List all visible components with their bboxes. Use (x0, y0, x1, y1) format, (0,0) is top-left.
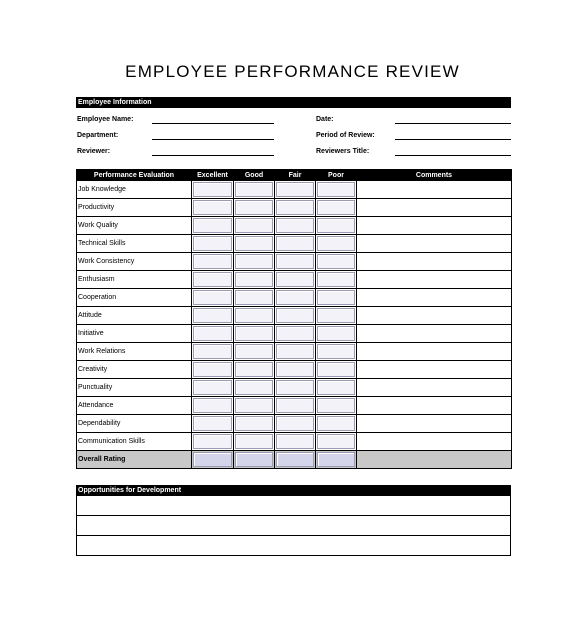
development-row[interactable] (76, 516, 511, 536)
rating-cell-poor (316, 379, 357, 397)
rating-cell-poor (316, 271, 357, 289)
criterion-label: Punctuality (77, 379, 192, 397)
rating-cell-poor (316, 181, 357, 199)
rating-field-poor[interactable] (317, 200, 355, 215)
employee-name-field[interactable] (152, 123, 274, 124)
rating-cell-poor (316, 199, 357, 217)
rating-field-good[interactable] (235, 344, 273, 359)
rating-cell-good (234, 253, 275, 271)
rating-cell-excellent (192, 217, 234, 235)
rating-cell-good (234, 217, 275, 235)
rating-cell-excellent (192, 307, 234, 325)
rating-field-fair[interactable] (276, 182, 314, 197)
comments-cell[interactable] (357, 325, 512, 343)
table-row (77, 217, 512, 235)
rating-field-fair[interactable] (276, 290, 314, 305)
rating-cell-good (234, 199, 275, 217)
rating-cell-good (234, 307, 275, 325)
rating-field-poor[interactable] (317, 398, 355, 413)
development-row[interactable] (76, 536, 511, 556)
evaluation-rows (77, 181, 512, 469)
rating-field-fair[interactable] (276, 362, 314, 377)
rating-cell-good (234, 181, 275, 199)
comments-cell[interactable] (357, 433, 512, 451)
rating-cell-good (234, 271, 275, 289)
rating-field-good[interactable] (235, 398, 273, 413)
rating-field-fair[interactable] (276, 236, 314, 251)
comments-cell[interactable] (357, 397, 512, 415)
rating-field-good[interactable] (235, 254, 273, 269)
rating-cell-good (234, 343, 275, 361)
rating-cell-good (234, 325, 275, 343)
employee-info-header: Employee Information (76, 97, 511, 108)
rating-field-poor[interactable] (317, 218, 355, 233)
reviewer-label: Reviewer: (77, 148, 111, 155)
rating-field-excellent[interactable] (193, 200, 232, 215)
criterion-label: Attendance (77, 397, 192, 415)
table-row (77, 271, 512, 289)
rating-cell-good (234, 415, 275, 433)
rating-field-good[interactable] (235, 434, 273, 449)
reviewer-field[interactable] (152, 155, 274, 156)
rating-field-poor[interactable] (317, 434, 355, 449)
rating-field-excellent[interactable] (193, 308, 232, 323)
criterion-label: Productivity (77, 199, 192, 217)
comments-cell[interactable] (357, 217, 512, 235)
table-row (77, 325, 512, 343)
comments-cell[interactable] (357, 271, 512, 289)
rating-cell-fair (275, 433, 316, 451)
criterion-label: Work Relations (77, 343, 192, 361)
comments-cell[interactable] (357, 253, 512, 271)
rating-cell-fair (275, 397, 316, 415)
reviewers-title-label: Reviewers Title: (316, 148, 370, 155)
rating-cell-fair (275, 235, 316, 253)
comments-cell[interactable] (357, 343, 512, 361)
rating-cell-poor (316, 217, 357, 235)
table-row (77, 415, 512, 433)
rating-cell-poor (316, 451, 357, 469)
criterion-label: Initiative (77, 325, 192, 343)
table-row (77, 253, 512, 271)
table-row (77, 379, 512, 397)
rating-field-excellent[interactable] (193, 344, 232, 359)
rating-cell-excellent (192, 199, 234, 217)
rating-cell-poor (316, 235, 357, 253)
comments-cell[interactable] (357, 199, 512, 217)
development-row[interactable] (76, 496, 511, 516)
rating-field-fair[interactable] (276, 398, 314, 413)
rating-field-good[interactable] (235, 452, 273, 467)
column-header-excellent: Excellent (192, 170, 234, 181)
rating-cell-fair (275, 289, 316, 307)
rating-cell-poor (316, 433, 357, 451)
comments-cell[interactable] (357, 451, 512, 469)
rating-field-good[interactable] (235, 308, 273, 323)
column-header-poor: Poor (316, 170, 357, 181)
rating-field-excellent[interactable] (193, 362, 232, 377)
table-row (77, 343, 512, 361)
rating-field-excellent[interactable] (193, 272, 232, 287)
criterion-label: Attitude (77, 307, 192, 325)
rating-cell-excellent (192, 379, 234, 397)
employee-name-label: Employee Name: (77, 116, 134, 123)
column-header-good: Good (234, 170, 275, 181)
page-title: EMPLOYEE PERFORMANCE REVIEW (125, 62, 460, 81)
rating-cell-poor (316, 289, 357, 307)
performance-evaluation-table (76, 169, 512, 469)
rating-field-excellent[interactable] (193, 452, 232, 467)
date-field[interactable] (395, 123, 511, 124)
table-row (77, 433, 512, 451)
rating-cell-excellent (192, 271, 234, 289)
comments-cell[interactable] (357, 289, 512, 307)
rating-cell-good (234, 433, 275, 451)
date-label: Date: (316, 116, 334, 123)
comments-cell[interactable] (357, 379, 512, 397)
rating-field-poor[interactable] (317, 344, 355, 359)
rating-cell-fair (275, 343, 316, 361)
rating-field-poor[interactable] (317, 362, 355, 377)
rating-field-poor[interactable] (317, 236, 355, 251)
rating-cell-excellent (192, 361, 234, 379)
criterion-label: Communication Skills (77, 433, 192, 451)
rating-cell-excellent (192, 397, 234, 415)
table-row (77, 397, 512, 415)
rating-field-excellent[interactable] (193, 218, 232, 233)
rating-cell-excellent (192, 235, 234, 253)
development-section (76, 485, 511, 556)
rating-cell-good (234, 361, 275, 379)
comments-cell[interactable] (357, 181, 512, 199)
rating-cell-fair (275, 271, 316, 289)
rating-cell-poor (316, 397, 357, 415)
column-header-fair: Fair (275, 170, 316, 181)
rating-field-poor[interactable] (317, 308, 355, 323)
rating-cell-good (234, 379, 275, 397)
table-row (77, 181, 512, 199)
rating-cell-excellent (192, 181, 234, 199)
rating-cell-excellent (192, 451, 234, 469)
rating-cell-excellent (192, 253, 234, 271)
rating-cell-excellent (192, 325, 234, 343)
rating-field-good[interactable] (235, 218, 273, 233)
rating-field-fair[interactable] (276, 218, 314, 233)
rating-cell-fair (275, 415, 316, 433)
rating-field-poor[interactable] (317, 290, 355, 305)
table-row (77, 307, 512, 325)
rating-field-poor[interactable] (317, 272, 355, 287)
rating-cell-fair (275, 181, 316, 199)
rating-cell-poor (316, 325, 357, 343)
rating-cell-good (234, 397, 275, 415)
comments-cell[interactable] (357, 307, 512, 325)
rating-cell-poor (316, 253, 357, 271)
rating-cell-poor (316, 415, 357, 433)
rating-cell-fair (275, 199, 316, 217)
criterion-label: Creativity (77, 361, 192, 379)
rating-cell-fair (275, 217, 316, 235)
rating-field-excellent[interactable] (193, 416, 232, 431)
rating-field-poor[interactable] (317, 416, 355, 431)
period-of-review-field[interactable] (395, 139, 511, 140)
criterion-label: Cooperation (77, 289, 192, 307)
table-row (77, 199, 512, 217)
period-of-review-label: Period of Review: (316, 132, 375, 139)
rating-field-good[interactable] (235, 326, 273, 341)
rating-field-good[interactable] (235, 380, 273, 395)
rating-cell-fair (275, 325, 316, 343)
comments-cell[interactable] (357, 415, 512, 433)
rating-cell-poor (316, 307, 357, 325)
column-header-comments: Comments (357, 170, 512, 181)
criterion-label: Work Quality (77, 217, 192, 235)
criterion-label: Job Knowledge (77, 181, 192, 199)
rating-field-excellent[interactable] (193, 236, 232, 251)
rating-field-fair[interactable] (276, 380, 314, 395)
rating-field-poor[interactable] (317, 254, 355, 269)
rating-field-excellent[interactable] (193, 380, 232, 395)
rating-field-poor[interactable] (317, 326, 355, 341)
rating-cell-excellent (192, 289, 234, 307)
overall-rating-row (77, 451, 512, 469)
table-row (77, 289, 512, 307)
rating-cell-good (234, 451, 275, 469)
reviewers-title-field[interactable] (395, 155, 511, 156)
development-header: Opportunities for Development (76, 485, 511, 496)
rating-field-fair[interactable] (276, 200, 314, 215)
rating-field-poor[interactable] (317, 182, 355, 197)
rating-cell-excellent (192, 433, 234, 451)
rating-field-fair[interactable] (276, 254, 314, 269)
rating-field-fair[interactable] (276, 416, 314, 431)
column-header-performance-evaluation: Performance Evaluation (77, 170, 192, 181)
rating-field-excellent[interactable] (193, 434, 232, 449)
table-row (77, 235, 512, 253)
rating-cell-fair (275, 451, 316, 469)
department-label: Department: (77, 132, 119, 139)
criterion-label: Work Consistency (77, 253, 192, 271)
rating-field-excellent[interactable] (193, 290, 232, 305)
rating-field-fair[interactable] (276, 434, 314, 449)
rating-field-good[interactable] (235, 182, 273, 197)
criterion-label: Technical Skills (77, 235, 192, 253)
table-header-row (77, 170, 512, 181)
rating-field-good[interactable] (235, 416, 273, 431)
department-field[interactable] (152, 139, 274, 140)
comments-cell[interactable] (357, 361, 512, 379)
rating-cell-excellent (192, 415, 234, 433)
criterion-label: Dependability (77, 415, 192, 433)
rating-field-poor[interactable] (317, 452, 355, 467)
table-row (77, 361, 512, 379)
rating-field-good[interactable] (235, 272, 273, 287)
rating-field-good[interactable] (235, 290, 273, 305)
overall-rating-label: Overall Rating (77, 451, 192, 469)
rating-field-excellent[interactable] (193, 326, 232, 341)
rating-field-excellent[interactable] (193, 398, 232, 413)
rating-field-fair[interactable] (276, 452, 314, 467)
rating-cell-fair (275, 307, 316, 325)
criterion-label: Enthusiasm (77, 271, 192, 289)
rating-field-good[interactable] (235, 200, 273, 215)
rating-field-poor[interactable] (317, 380, 355, 395)
rating-field-good[interactable] (235, 236, 273, 251)
rating-field-good[interactable] (235, 362, 273, 377)
rating-cell-good (234, 235, 275, 253)
comments-cell[interactable] (357, 235, 512, 253)
rating-cell-fair (275, 379, 316, 397)
rating-field-fair[interactable] (276, 308, 314, 323)
rating-field-fair[interactable] (276, 344, 314, 359)
rating-cell-poor (316, 343, 357, 361)
rating-cell-fair (275, 253, 316, 271)
rating-cell-fair (275, 361, 316, 379)
rating-field-excellent[interactable] (193, 254, 232, 269)
rating-cell-good (234, 289, 275, 307)
rating-cell-excellent (192, 343, 234, 361)
rating-field-fair[interactable] (276, 272, 314, 287)
rating-field-fair[interactable] (276, 326, 314, 341)
rating-cell-poor (316, 361, 357, 379)
development-rows (76, 496, 511, 556)
rating-field-excellent[interactable] (193, 182, 232, 197)
